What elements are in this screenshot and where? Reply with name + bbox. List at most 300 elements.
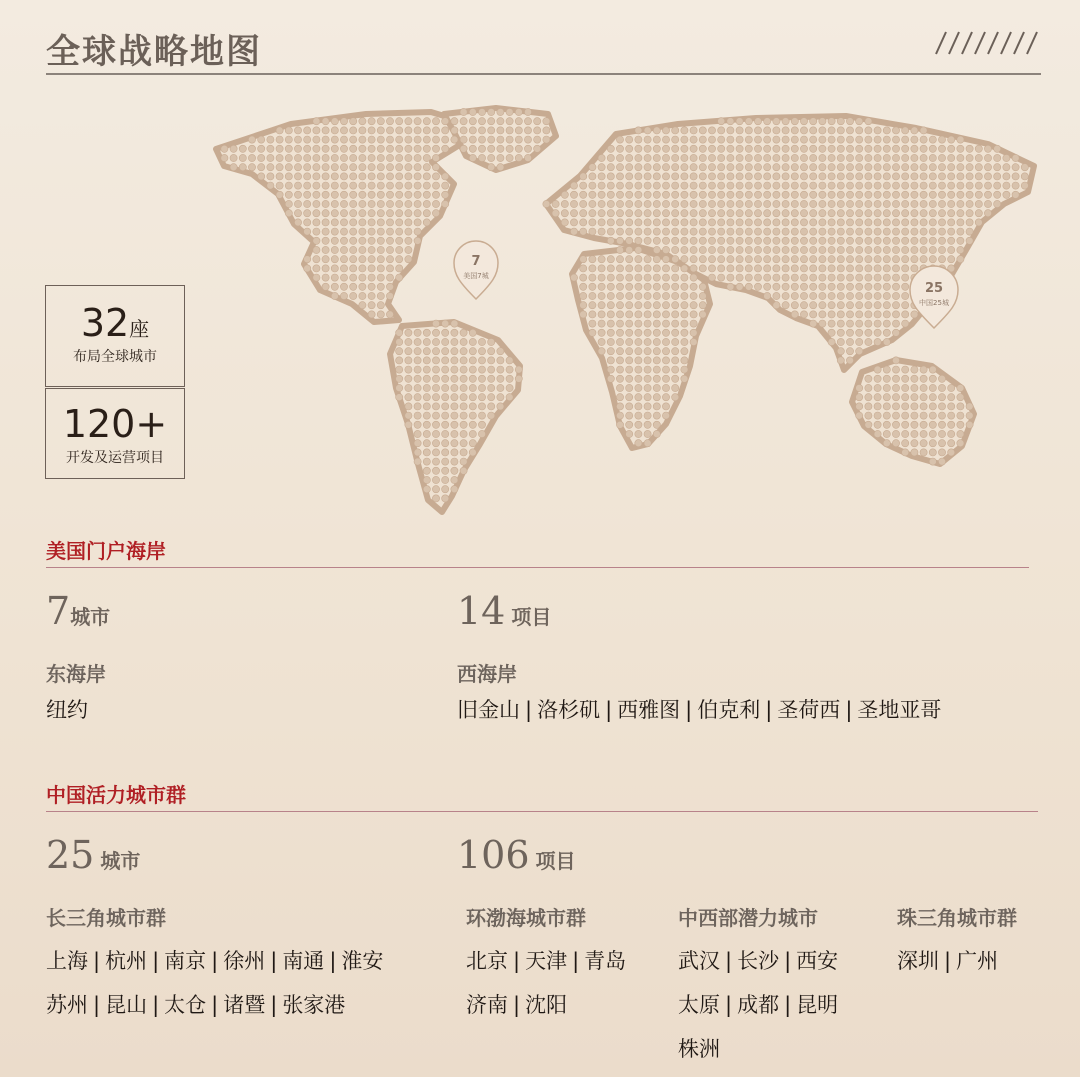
map-dot [405,412,412,419]
map-dot [929,219,936,226]
map-dot [524,145,531,152]
map-dot [607,348,614,355]
map-dot [616,219,623,226]
map-dot [414,458,421,465]
map-dot [506,154,513,161]
map-dot [322,200,329,207]
map-dot [616,164,623,171]
map-dot [718,219,725,226]
map-dot [285,154,292,161]
map-dot [948,430,955,437]
map-dot [515,127,522,134]
map-dot [699,246,706,253]
map-dot [929,145,936,152]
map-dot [902,265,909,272]
map-dot [478,127,485,134]
map-dot [598,329,605,336]
map-dot [902,283,909,290]
map-dot [681,366,688,373]
map-dot [690,274,697,281]
map-dot [782,191,789,198]
map-dot [911,394,918,401]
map-dot [626,200,633,207]
map-dot [828,274,835,281]
map-dot [911,449,918,456]
map-dot [938,421,945,428]
city-name: 圣地亚哥 [857,698,942,722]
map-dot [791,219,798,226]
map-dot [727,265,734,272]
map-dot [478,403,485,410]
map-dot [718,127,725,134]
map-dot [589,274,596,281]
map-dot [865,228,872,235]
map-dot [635,357,642,364]
map-dot [754,283,761,290]
map-dot [276,136,283,143]
map-dot [736,210,743,217]
map-dot [616,320,623,327]
map-dot [681,145,688,152]
map-dot [708,228,715,235]
map-dot [948,449,955,456]
map-dot [782,136,789,143]
map-dot [488,348,495,355]
map-dot [377,292,384,299]
map-dot [800,118,807,125]
map-dot [764,292,771,299]
map-dot [405,210,412,217]
map-dot [920,440,927,447]
map-dot [368,302,375,309]
us-cities-number: 7 [46,589,71,633]
map-dot [653,127,660,134]
map-dot [377,164,384,171]
map-dot [727,237,734,244]
map-dot [764,136,771,143]
map-dot [635,421,642,428]
map-dot [902,127,909,134]
map-dot [754,228,761,235]
map-dot [469,384,476,391]
map-dot [883,256,890,263]
map-dot [966,154,973,161]
map-dot [359,127,366,134]
map-dot [902,191,909,198]
map-dot [340,274,347,281]
map-dot [892,191,899,198]
map-dot [285,145,292,152]
map-dot [626,145,633,152]
map-dot [957,173,964,180]
map-dot [626,320,633,327]
map-dot [1021,182,1028,189]
map-dot [856,265,863,272]
map-dot [837,219,844,226]
map-dot [340,200,347,207]
map-dot [690,283,697,290]
map-dot [911,237,918,244]
map-dot [892,302,899,309]
map-dot [764,173,771,180]
map-dot [350,274,357,281]
map-dot [432,467,439,474]
map-dot [626,219,633,226]
separator: | [93,993,101,1017]
map-dot [754,118,761,125]
map-dot [377,237,384,244]
map-dot [892,292,899,299]
map-dot [626,384,633,391]
map-dot [570,228,577,235]
map-dot [865,329,872,336]
map-dot [497,108,504,115]
map-dot [672,338,679,345]
map-dot [810,118,817,125]
map-dot [635,191,642,198]
map-dot [340,136,347,143]
map-dot [350,256,357,263]
map-dot [488,145,495,152]
city-name: 圣荷西 [777,698,841,722]
map-dot [460,421,467,428]
map-dot [442,421,449,428]
map-dot [902,403,909,410]
map-dot [515,366,522,373]
map-dot [791,200,798,207]
map-dot [791,237,798,244]
map-dot [350,219,357,226]
map-dot [598,311,605,318]
map-dot [672,191,679,198]
map-dot [754,237,761,244]
map-dot [626,394,633,401]
map-dot [837,320,844,327]
map-dot [929,430,936,437]
map-dot [368,127,375,134]
map-dot [405,256,412,263]
map-dot [902,412,909,419]
map-dot [432,173,439,180]
map-dot [994,145,1001,152]
map-dot [589,329,596,336]
map-dot [800,311,807,318]
map-dot [386,173,393,180]
map-dot [267,145,274,152]
map-dot [929,412,936,419]
map-dot [423,219,430,226]
map-dot [690,228,697,235]
map-dot [810,228,817,235]
map-dot [718,237,725,244]
map-dot [929,403,936,410]
map-dot [488,394,495,401]
map-dot [460,458,467,465]
map-dot [883,200,890,207]
map-dot [966,191,973,198]
map-dot [423,136,430,143]
map-dot [966,182,973,189]
map-dot [920,237,927,244]
map-dot [828,265,835,272]
map-dot [414,403,421,410]
map-dot [837,311,844,318]
map-dot [589,256,596,263]
map-dot [478,145,485,152]
map-dot [773,237,780,244]
map-dot [460,403,467,410]
map-dot [635,127,642,134]
map-dot [423,210,430,217]
map-dot [874,421,881,428]
cn-group-midwest-line-2 [678,989,838,1019]
map-dot [644,348,651,355]
map-dot [377,219,384,226]
map-dot [690,200,697,207]
map-dot [920,375,927,382]
map-dot [607,302,614,309]
map-dot [883,127,890,134]
map-dot [727,191,734,198]
map-dot [754,265,761,272]
map-dot [892,412,899,419]
map-dot [488,118,495,125]
map-dot [662,394,669,401]
map-dot [626,302,633,309]
map-dot [497,348,504,355]
map-dot [773,200,780,207]
map-dot [883,394,890,401]
map-dot [644,265,651,272]
map-dot [672,164,679,171]
separator: | [944,949,952,973]
map-dot [865,302,872,309]
map-dot [478,366,485,373]
map-dot [764,118,771,125]
map-dot [239,154,246,161]
map-dot [920,145,927,152]
map-dot [690,154,697,161]
map-dot [635,210,642,217]
map-dot [359,191,366,198]
map-dot [754,256,761,263]
map-dot [874,246,881,253]
map-dot [911,430,918,437]
map-dot [644,329,651,336]
map-dot [405,375,412,382]
map-dot [883,274,890,281]
map-dot [644,210,651,217]
map-dot [396,173,403,180]
map-dot [800,219,807,226]
map-dot [708,191,715,198]
map-dot [773,265,780,272]
map-dot [874,283,881,290]
map-dot [920,210,927,217]
map-dot [929,384,936,391]
map-dot [856,412,863,419]
map-dot [672,265,679,272]
map-dot [469,403,476,410]
map-dot [727,154,734,161]
map-dot [810,237,817,244]
map-dot [460,338,467,345]
map-dot [432,375,439,382]
map-dot [396,127,403,134]
map-dot [911,182,918,189]
map-dot [800,228,807,235]
map-dot [423,476,430,483]
cn-group-prd [897,902,1017,975]
map-dot [405,164,412,171]
map-dot [469,118,476,125]
map-dot [708,145,715,152]
map-dot [267,182,274,189]
map-dot [432,495,439,502]
map-dot [460,127,467,134]
map-dot [699,182,706,189]
map-dot [892,430,899,437]
map-dot [745,136,752,143]
map-dot [478,375,485,382]
map-dot [865,173,872,180]
map-dot [957,421,964,428]
map-dot [497,145,504,152]
map-dot [294,127,301,134]
map-dot [414,449,421,456]
map-dot [911,421,918,428]
map-dot [331,237,338,244]
map-dot [672,274,679,281]
map-dot [635,145,642,152]
map-dot [635,338,642,345]
map-dot [957,219,964,226]
map-dot [359,164,366,171]
map-dot [350,246,357,253]
map-dot [359,256,366,263]
map-dot [929,182,936,189]
map-dot [469,449,476,456]
map-dot [653,191,660,198]
map-dot [451,486,458,493]
map-dot [405,394,412,401]
map-dot [883,412,890,419]
map-dot [552,200,559,207]
map-dot [819,118,826,125]
map-dot [451,384,458,391]
map-dot [1003,164,1010,171]
map-dot [975,164,982,171]
map-dot [892,311,899,318]
map-dot [432,449,439,456]
map-dot [699,154,706,161]
map-dot [837,292,844,299]
map-dot [819,274,826,281]
map-dot [819,136,826,143]
map-dot [570,200,577,207]
map-dot [938,449,945,456]
map-dot [865,265,872,272]
map-dot [635,375,642,382]
map-dot [653,403,660,410]
map-dot [957,182,964,189]
map-dot [764,283,771,290]
city-name: 深圳 [897,949,939,973]
map-dot [304,127,311,134]
us-cities-unit: 城市 [70,605,111,629]
map-dot [856,311,863,318]
map-dot [681,164,688,171]
map-dot [442,440,449,447]
map-dot [635,366,642,373]
map-dot [800,210,807,217]
map-dot [653,366,660,373]
map-dot [626,256,633,263]
map-dot [423,375,430,382]
map-dot [764,200,771,207]
map-dot [773,283,780,290]
map-dot [653,329,660,336]
cn-group-yangtze-line-2 [46,989,383,1019]
map-dot [754,200,761,207]
map-dot [837,182,844,189]
map-dot [423,403,430,410]
map-dot [285,210,292,217]
map-dot [405,366,412,373]
map-dot [846,127,853,134]
map-dot [810,265,817,272]
map-dot [773,173,780,180]
map-dot [957,200,964,207]
stat-cities-value [46,301,184,345]
map-dot [635,173,642,180]
map-dot [580,302,587,309]
map-dot [626,329,633,336]
map-dot [469,108,476,115]
map-dot [350,136,357,143]
map-dot [386,274,393,281]
map-dot [920,164,927,171]
map-dot [681,274,688,281]
map-dot [938,228,945,235]
map-dot [469,136,476,143]
map-dot [359,228,366,235]
map-dot [635,430,642,437]
map-dot [718,228,725,235]
map-dot [929,366,936,373]
map-dot [442,403,449,410]
map-dot [506,375,513,382]
map-dot [911,256,918,263]
map-dot [331,127,338,134]
map-dot [304,256,311,263]
map-dot [644,200,651,207]
map-dot [800,164,807,171]
map-dot [828,256,835,263]
map-dot [432,118,439,125]
map-dot [736,246,743,253]
map-dot [800,182,807,189]
stat-box-projects [45,388,185,479]
map-dot [773,182,780,189]
map-dot [662,311,669,318]
map-dot [359,302,366,309]
map-dot [653,430,660,437]
map-dot [736,228,743,235]
map-dot [736,256,743,263]
map-dot [764,182,771,189]
map-dot [478,412,485,419]
